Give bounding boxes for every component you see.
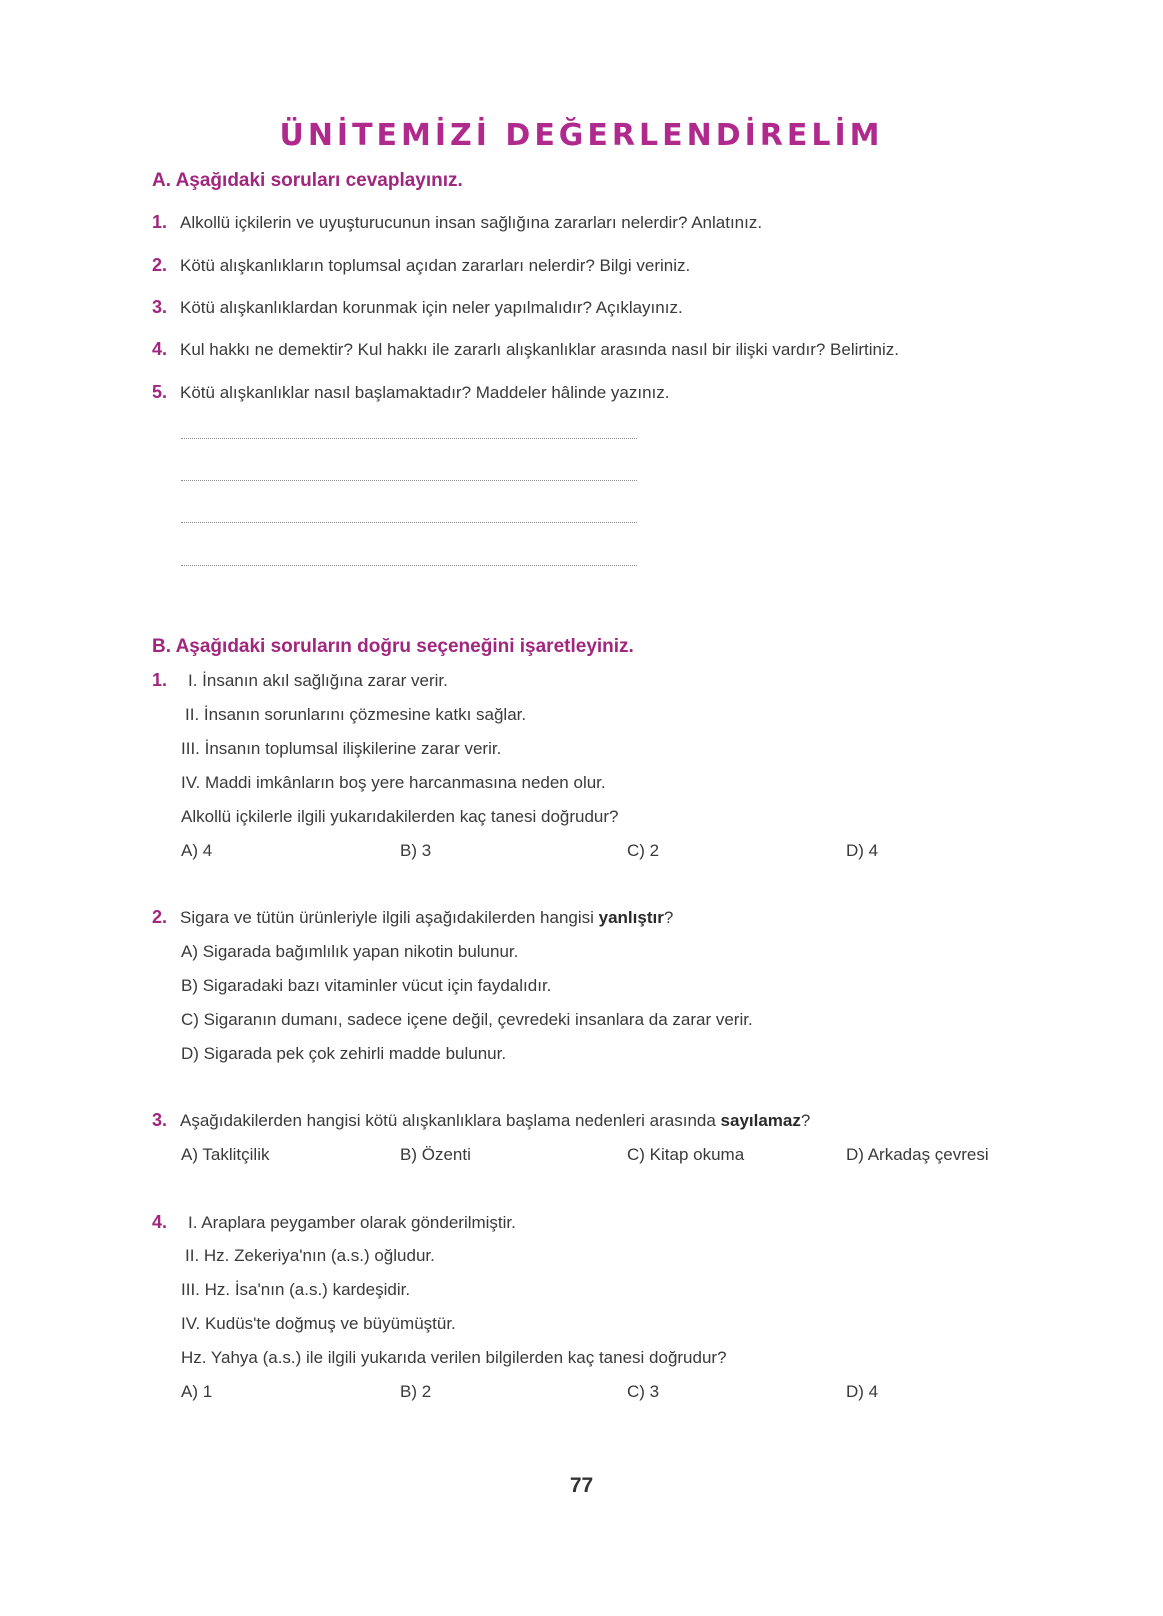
answer-option[interactable]: B) Sigaradaki bazı vitaminler vücut için faydalıdır.: [181, 976, 552, 995]
question-stem-emphasis: yanlıştır: [598, 908, 664, 927]
section-b-heading: B. Aşağıdaki soruların doğru seçeneğini işaretleyiniz.: [152, 636, 634, 657]
question-stem-end: ?: [663, 908, 674, 927]
answer-option[interactable]: A) Taklitçilik: [181, 1145, 270, 1164]
question-b3: [152, 1110, 810, 1131]
question-number: 1.: [152, 212, 168, 232]
statement-item: III. İnsanın toplumsal ilişkilerine zarar verir.: [181, 739, 502, 758]
question-text: Kötü alışkanlıklar nasıl başlamaktadır? Maddeler hâlinde yazınız.: [180, 383, 670, 402]
question-text: Kötü alışkanlıkların toplumsal açıdan zararları nelerdir? Bilgi veriniz.: [180, 256, 691, 275]
question-stem: Aşağıdakilerden hangisi kötü alışkanlıklara başlama nedenleri arasında: [180, 1111, 721, 1130]
answer-option[interactable]: B) 2: [400, 1382, 432, 1401]
question-b2: [152, 907, 673, 928]
answer-line[interactable]: [181, 565, 637, 566]
section-a-heading: A. Aşağıdaki soruları cevaplayınız.: [152, 170, 463, 191]
page-title: ÜNİTEMİZİ DEĞERLENDİRELİM: [279, 118, 884, 153]
question-a1: [152, 212, 762, 233]
question-a2: [152, 255, 690, 276]
answer-line[interactable]: [181, 480, 637, 481]
question-stem: Alkollü içkilerle ilgili yukarıdakilerden kaç tanesi doğrudur?: [181, 807, 619, 826]
answer-option[interactable]: D) Arkadaş çevresi: [846, 1145, 989, 1164]
question-number: 3.: [152, 1110, 168, 1130]
question-a3: [152, 297, 683, 318]
answer-option[interactable]: A) 4: [181, 841, 213, 860]
answer-option[interactable]: C) Kitap okuma: [627, 1145, 745, 1164]
statement-item: IV. Maddi imkânların boş yere harcanmasına neden olur.: [181, 773, 606, 792]
question-stem: Sigara ve tütün ürünleriyle ilgili aşağıdakilerden hangisi: [180, 908, 599, 927]
answer-option[interactable]: D) 4: [846, 1382, 879, 1401]
answer-line[interactable]: [181, 438, 637, 439]
question-stem: Hz. Yahya (a.s.) ile ilgili yukarıda verilen bilgilerden kaç tanesi doğrudur?: [181, 1348, 727, 1367]
answer-option[interactable]: C) 3: [627, 1382, 660, 1401]
answer-option[interactable]: B) 3: [400, 841, 432, 860]
answer-line[interactable]: [181, 522, 637, 523]
answer-option[interactable]: C) 2: [627, 841, 660, 860]
question-number: 3.: [152, 297, 168, 317]
statement-item: I. Araplara peygamber olarak gönderilmiştir.: [188, 1213, 516, 1232]
question-stem-end: ?: [800, 1111, 811, 1130]
question-text: Alkollü içkilerin ve uyuşturucunun insan sağlığına zararları nelerdir? Anlatınız.: [180, 213, 763, 232]
question-number: 2.: [152, 255, 168, 275]
question-b4: [152, 1212, 180, 1233]
question-b1: [152, 670, 180, 691]
question-number: 4.: [152, 1212, 168, 1232]
statement-item: III. Hz. İsa'nın (a.s.) kardeşidir.: [181, 1280, 411, 1299]
statement-item: II. Hz. Zekeriya'nın (a.s.) oğludur.: [185, 1246, 435, 1265]
statement-item: IV. Kudüs'te doğmuş ve büyümüştür.: [181, 1314, 456, 1333]
answer-option[interactable]: B) Özenti: [400, 1145, 471, 1164]
question-number: 1.: [152, 670, 168, 690]
question-a5: [152, 382, 669, 403]
statement-item: I. İnsanın akıl sağlığına zarar verir.: [188, 671, 448, 690]
question-text: Kötü alışkanlıklardan korunmak için neler yapılmalıdır? Açıklayınız.: [180, 298, 683, 317]
statement-item: II. İnsanın sorunlarını çözmesine katkı sağlar.: [185, 705, 527, 724]
question-a4: [152, 339, 899, 360]
answer-option[interactable]: A) 1: [181, 1382, 213, 1401]
question-number: 5.: [152, 382, 168, 402]
question-stem-emphasis: sayılamaz: [720, 1111, 801, 1130]
question-number: 4.: [152, 339, 168, 359]
question-text: Kul hakkı ne demektir? Kul hakkı ile zararlı alışkanlıklar arasında nasıl bir ilişki vardır? Belirtiniz.: [180, 340, 900, 359]
page-number: 77: [569, 1474, 594, 1497]
answer-option[interactable]: C) Sigaranın dumanı, sadece içene değil, çevredeki insanlara da zarar verir.: [181, 1010, 753, 1029]
question-number: 2.: [152, 907, 168, 927]
answer-option[interactable]: D) 4: [846, 841, 879, 860]
answer-option[interactable]: D) Sigarada pek çok zehirli madde bulunur.: [181, 1044, 507, 1063]
answer-option[interactable]: A) Sigarada bağımlılık yapan nikotin bulunur.: [181, 942, 519, 961]
